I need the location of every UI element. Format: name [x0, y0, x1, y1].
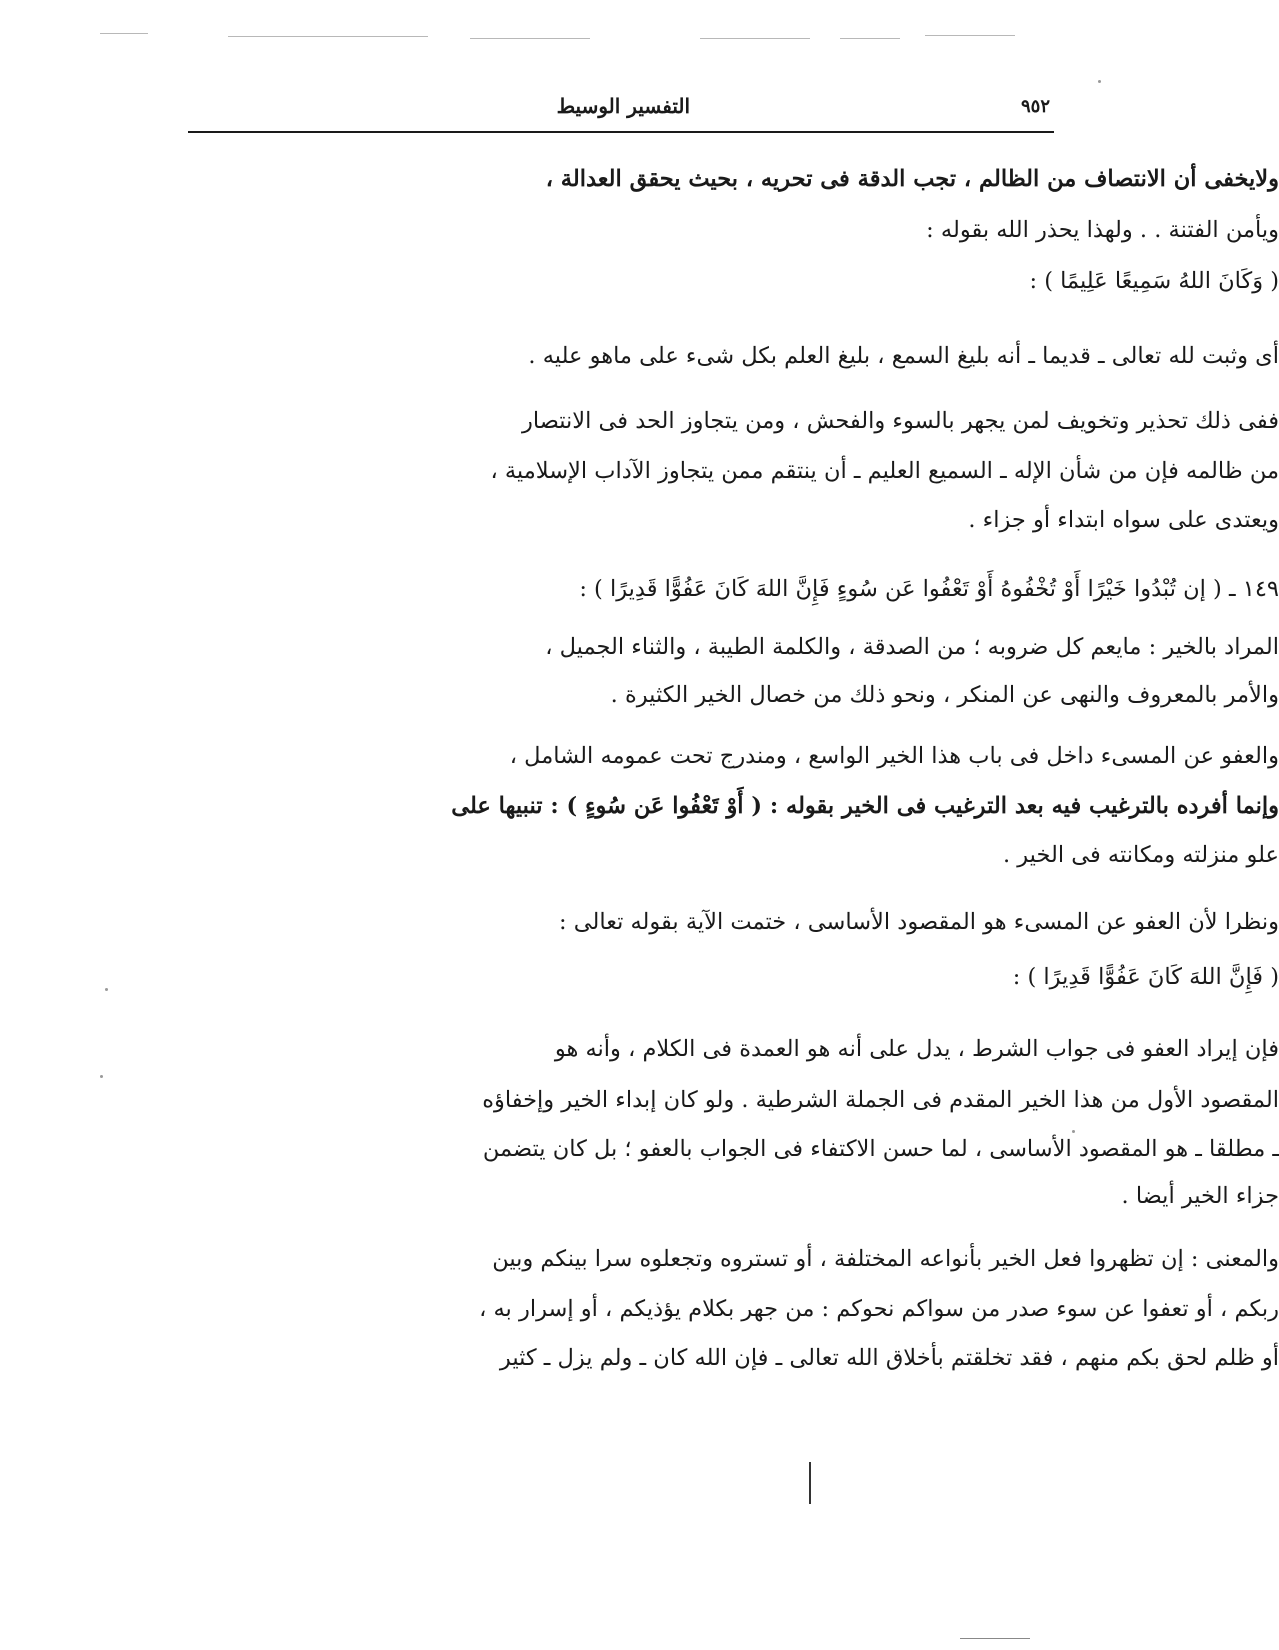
paragraph-line: ونظرا لأن العفو عن المسىء هو المقصود الأساسى ، ختمت الآية بقوله تعالى :	[559, 909, 1279, 935]
book-title: التفسير الوسيط	[556, 94, 690, 118]
scan-speck	[100, 1075, 103, 1078]
paragraph-line: ـ مطلقا ـ هو المقصود الأساسى ، لما حسن الاكتفاء فى الجواب بالعفو ؛ بل كان يتضمن	[482, 1136, 1279, 1162]
paragraph-line: جزاء الخير أيضا .	[1121, 1183, 1279, 1209]
scan-artifact-line	[100, 33, 148, 34]
scan-mark	[809, 1462, 811, 1504]
paragraph-line: ففى ذلك تحذير وتخويف لمن يجهر بالسوء والفحش ، ومن يتجاوز الحد فى الانتصار	[522, 408, 1279, 434]
verse-heading: ١٤٩ ـ ( إن تُبْدُوا خَيْرًا أَوْ تُخْفُوهُ أَوْ تَعْفُوا عَن سُوءٍ فَإِنَّ اللهَ كَانَ عَفُوًّا قَدِيرًا ) :	[579, 576, 1279, 602]
scan-speck	[105, 988, 108, 991]
paragraph-line: المقصود الأول من هذا الخير المقدم فى الجملة الشرطية . ولو كان إبداء الخير وإخفاؤه	[482, 1087, 1279, 1113]
header-rule	[188, 131, 1054, 133]
scan-speck	[1098, 80, 1101, 83]
paragraph-line: وإنما أفرده بالترغيب فيه بعد الترغيب فى الخير بقوله : ( أَوْ تَعْفُوا عَن سُوءٍ ) : تنبيها على	[451, 793, 1279, 819]
paragraph-line: ويأمن الفتنة . . ولهذا يحذر الله بقوله :	[926, 217, 1279, 243]
paragraph-line: من ظالمه فإن من شأن الإله ـ السميع العليم ـ أن ينتقم ممن يتجاوز الآداب الإسلامية ،	[490, 458, 1279, 484]
verse-quote: ( وَكَانَ اللهُ سَمِيعًا عَلِيمًا ) :	[1029, 268, 1279, 294]
paragraph-line: ولايخفى أن الانتصاف من الظالم ، تجب الدقة فى تحريه ، بحيث يحقق العدالة ،	[545, 166, 1279, 192]
scan-artifact-line	[960, 1638, 1030, 1639]
scan-artifact-line	[228, 36, 428, 37]
scan-artifact-line	[470, 38, 590, 39]
paragraph-line: أو ظلم لحق بكم منهم ، فقد تخلقتم بأخلاق الله تعالى ـ فإن الله كان ـ ولم يزل ـ كثير	[499, 1345, 1279, 1371]
scan-artifact-line	[840, 38, 900, 39]
paragraph-line: أى وثبت لله تعالى ـ قديما ـ أنه بليغ السمع ، بليغ العلم بكل شىء على ماهو عليه .	[528, 343, 1279, 369]
scan-speck	[1072, 1130, 1075, 1133]
scan-artifact-line	[700, 38, 810, 39]
paragraph-line: المراد بالخير : مايعم كل ضروبه ؛ من الصدقة ، والكلمة الطيبة ، والثناء الجميل ،	[545, 634, 1279, 660]
verse-quote: ( فَإِنَّ اللهَ كَانَ عَفُوًّا قَدِيرًا ) :	[1012, 964, 1279, 990]
paragraph-line: والمعنى : إن تظهروا فعل الخير بأنواعه المختلفة ، أو تستروه وتجعلوه سرا بينكم وبين	[492, 1246, 1279, 1272]
paragraph-line: علو منزلته ومكانته فى الخير .	[1002, 842, 1279, 868]
scan-artifact-line	[925, 35, 1015, 36]
paragraph-line: والأمر بالمعروف والنهى عن المنكر ، ونحو ذلك من خصال الخير الكثيرة .	[610, 682, 1279, 708]
paragraph-line: ربكم ، أو تعفوا عن سوء صدر من سواكم نحوكم : من جهر بكلام يؤذيكم ، أو إسرار به ،	[479, 1296, 1279, 1322]
page-header	[188, 88, 1050, 122]
paragraph-line: والعفو عن المسىء داخل فى باب هذا الخير الواسع ، ومندرج تحت عمومه الشامل ،	[509, 743, 1279, 769]
paragraph-line: ويعتدى على سواه ابتداء أو جزاء .	[968, 507, 1279, 533]
page-number: ٩٥٢	[1020, 96, 1050, 117]
paragraph-line: فإن إيراد العفو فى جواب الشرط ، يدل على أنه هو العمدة فى الكلام ، وأنه هو	[554, 1036, 1279, 1062]
